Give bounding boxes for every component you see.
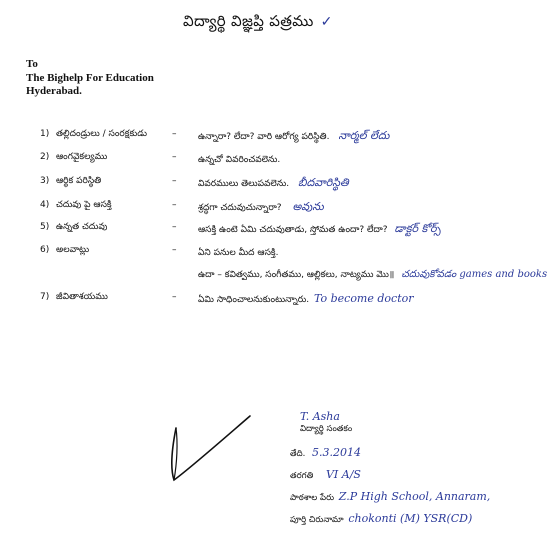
row-question-text: ఉన్నారా? లేదా? వారి ఆరోగ్య పరిస్థితి.	[198, 132, 330, 142]
address-org: The Bighelp For Education	[26, 71, 154, 84]
student-name-value: T. Asha	[300, 410, 340, 423]
row-question-text: ఉన్నచో వివరించవలెను.	[198, 155, 281, 165]
date-line	[290, 446, 361, 461]
form-row	[0, 129, 553, 145]
row-dash: –	[172, 176, 177, 186]
row-number: 7)	[40, 292, 50, 302]
handwritten-answer: To become doctor	[314, 292, 414, 305]
student-name	[300, 410, 340, 423]
row-label: అలవాట్లు	[56, 245, 90, 255]
row-question	[198, 268, 547, 282]
row-question-text: ఏమి సాధించాలనుకుంటున్నారు.	[198, 295, 310, 305]
address-city: Hyderabad.	[26, 85, 82, 97]
handwritten-answer: చదువుకోవడం games and books	[401, 269, 548, 280]
row-number: 4)	[40, 200, 50, 210]
class-label: తరగతి	[290, 471, 314, 481]
row-dash: –	[172, 200, 177, 210]
row-dash: –	[172, 245, 177, 255]
row-number: 6)	[40, 245, 50, 255]
form-row	[0, 200, 553, 216]
address-value: chokonti (M) YSR(CD)	[348, 512, 473, 525]
handwritten-answer: డాక్టర్ కోర్స్	[394, 222, 441, 235]
form-row	[0, 292, 553, 308]
row-question	[198, 292, 414, 307]
row-question-text: ఉదా – కవిత్వము, సంగీతము, ఆల్లికలు, నాట్యము మొ॥	[198, 270, 395, 280]
address-label: పూర్తి చిరునామా	[290, 515, 344, 525]
address-line	[290, 512, 472, 527]
row-question	[198, 222, 441, 238]
class-value: VI A/S	[325, 468, 361, 481]
row-label: తల్లిదండ్రులు / సంరక్షకుడు	[56, 129, 148, 139]
row-number: 2)	[40, 152, 50, 162]
row-dash: –	[172, 292, 177, 302]
row-question-text: ఏని పనుల మీద ఆసక్తి.	[198, 248, 279, 258]
row-number: 1)	[40, 129, 50, 139]
address-to: To	[26, 58, 38, 70]
date-value: 5.3.2014	[312, 446, 362, 459]
row-number: 3)	[40, 176, 50, 186]
row-question	[198, 152, 280, 167]
row-question	[198, 176, 349, 192]
recipient-address	[26, 58, 154, 99]
form-row	[0, 176, 553, 192]
row-label: ఆంగవైకల్యము	[56, 152, 108, 162]
row-question	[198, 200, 324, 216]
school-line	[290, 490, 490, 505]
check-mark-icon: ✓	[320, 14, 333, 30]
form-row	[0, 152, 553, 168]
row-label: ఆర్థిక పరిస్థితి	[56, 176, 102, 186]
row-question-text: వివరములు తెలుపవలెను.	[198, 179, 290, 189]
row-question	[198, 129, 389, 145]
form-row	[0, 245, 553, 261]
class-line	[290, 468, 361, 483]
handwritten-signature	[168, 408, 258, 488]
school-value: Z.P High School, Annaram,	[338, 490, 491, 503]
form-title	[183, 12, 333, 34]
student-details	[290, 410, 550, 550]
form-title-text: విద్యార్థి విజ్ఞప్తి పత్రము	[183, 12, 314, 30]
row-label: ఉన్నత చదువు	[56, 222, 108, 232]
row-dash: –	[172, 129, 177, 139]
row-question-text: శ్రద్ధగా చదువుచున్నారా?	[198, 203, 282, 213]
handwritten-answer: అవును	[292, 200, 324, 213]
signature-label: విద్యార్థి సంతకం	[300, 424, 353, 434]
row-number: 5)	[40, 222, 50, 232]
row-label: చదువు పై ఆసక్తి	[56, 200, 112, 210]
row-dash: –	[172, 152, 177, 162]
form-row	[0, 268, 553, 284]
school-label: పాఠశాల పేరు	[290, 493, 335, 503]
row-question	[198, 245, 278, 260]
row-label: జీవితాశయము	[56, 292, 108, 302]
form-row	[0, 222, 553, 238]
date-label: తేది.	[290, 449, 306, 459]
row-question-text: ఆసక్తి ఉంటె ఏమి చదువుతాడు, స్తోమత ఉందా? లేదా?	[198, 225, 388, 235]
handwritten-answer: బీదవారిస్థితి	[297, 176, 349, 189]
handwritten-answer: నార్మల్ లేదు	[338, 129, 390, 142]
row-dash: –	[172, 222, 177, 232]
